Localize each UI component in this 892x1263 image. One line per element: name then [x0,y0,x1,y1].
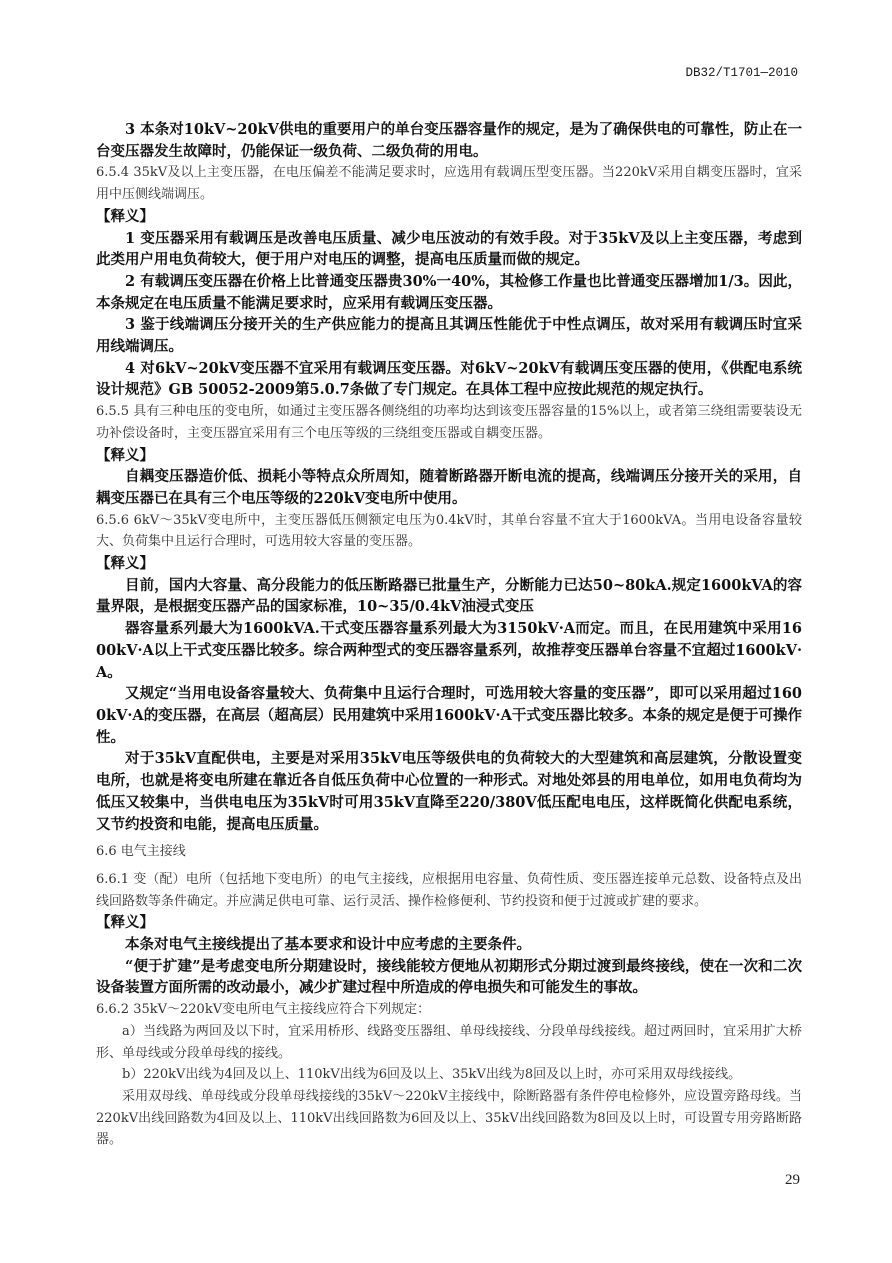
paragraph: 6.5.6 6kV～35kV变电所中，主变压器低压侧额定电压为0.4kV时，其单台容量不宜大于1600kVA。当用电设备容量较大、负荷集中且运行合理时，可选用较大容量的变压器。 [96,512,802,550]
paragraph: 本条对电气主接线提出了基本要求和设计中应考虑的主要条件。 [125,936,531,954]
paragraph: “便于扩建”是考虑变电所分期建设时，接线能较方便地从初期形式分期过渡到最终接线，使在一次和二次设备装置方面所需的改动最小，减少扩建过程中所造成的停电损失和可能发生的事故。 [96,957,802,997]
page-number: 29 [785,1172,800,1188]
paragraph: 6.5.4 35kV及以上主变压器，在电压偏差不能满足要求时，应选用有载调压型变压器。当220kV采用自耦变压器时，宜采用中压侧线端调压。 [96,165,802,203]
paragraph: 3 鉴于线端调压分接开关的生产供应能力的提高且其调压性能优于中性点调压，故对采用有载调压时宜采用线端调压。 [96,316,802,356]
paragraph: 又规定“当用电设备容量较大、负荷集中且运行合理时，可选用较大容量的变压器”，即可以采用超过1600kV·A的变压器，在高层（超高层）民用建筑中采用1600kV·A干式变压器比较多。本条的规定是便于可操作性。 [96,685,802,746]
annotation-heading: 【释义】 [96,446,154,464]
paragraph: 4 对6kV~20kV变压器不宜采用有载调压变压器。对6kV~20kV有载调压变压器的使用，《供配电系统设计规范》GB 50052-2009第5.0.7条做了专门规定。在具体工程中应按此规范的规定执行。 [96,359,802,399]
paragraph: 3 本条对10kV~20kV供电的重要用户的单台变压器容量作的规定，是为了确保供电的可靠性，防止在一台变压器发生故障时，仍能保证一级负荷、二级负荷的用电。 [96,121,802,160]
annotation-heading: 【释义】 [96,914,154,932]
page-body [96,119,802,1151]
document-number: DB32/T1701—2010 [685,66,798,80]
paragraph: 6.6.2 35kV～220kV变电所电气主接线应符合下列规定： [96,1002,431,1018]
paragraph: 6.5.5 具有三种电压的变电所，如通过主变压器各侧绕组的功率均达到该变压器容量的15%以上，或者第三绕组需要装设无功补偿设备时，主变压器宜采用有三个电压等级的三绕组变压器或自耦变压器。 [96,404,802,441]
annotation-heading: 【释义】 [96,555,154,573]
paragraph: 2 有载调压变压器在价格上比普通变压器贵30%一40%，其检修工作量也比普通变压器增加1/3。因此，本条规定在电压质量不能满足要求时，应采用有载调压变压器。 [96,272,802,312]
paragraph: 器容量系列最大为1600kVA.干式变压器容量系列最大为3150kV·A而定。而且，在民用建筑中采用1600kV·A以上干式变压器比较多。综合两种型式的变压器容量系列，故推荐变压器单台容量不宜超过1600kV·A。 [96,620,802,681]
paragraph: a）当线路为两回及以下时，宜采用桥形、线路变压器组、单母线接线、分段单母线接线。超过两回时，宜采用扩大桥形、单母线或分段单母线的接线。 [96,1023,802,1061]
paragraph: 自耦变压器造价低、损耗小等特点众所周知，随着断路器开断电流的提高，线端调压分接开关的采用，自耦变压器已在具有三个电压等级的220kV变电所中使用。 [96,468,802,507]
paragraph: 6.6 电气主接线 [96,844,186,860]
paragraph: 对于35kV直配供电，主要是对采用35kV电压等级供电的负荷较大的大型建筑和高层建筑，分散设置变电所，也就是将变电所建在靠近各自低压负荷中心位置的一种形式。对地处郊县的用电单位，如用电负荷均为低压又较集中，当供电电压为35kV时可用35kV直降至220/380V低压配电电压，这样既简化供配电系统，又节约投资和电能，提高电压质量。 [96,750,802,833]
paragraph: 6.6.1 变（配）电所（包括地下变电所）的电气主接线，应根据用电容量、负荷性质、变压器连接单元总数、设备特点及出线回路数等条件确定。并应满足供电可靠、运行灵活、操作检修便利、节约投资和便于过渡或扩建的要求。 [96,871,802,909]
paragraph: 1 变压器采用有载调压是改善电压质量、减少电压波动的有效手段。对于35kV及以上主变压器，考虑到此类用户用电负荷较大，便于用户对电压的调整，提高电压质量而做的规定。 [96,229,802,269]
paragraph: 目前，国内大容量、高分段能力的低压断路器已批量生产，分断能力已达50~80kA.规定1600kVA的容量界限，是根据变压器产品的国家标准，10~35/0.4kV油浸式变压 [96,576,802,616]
paragraph: 采用双母线、单母线或分段单母线接线的35kV～220kV主接线中，除断路器有条件停电检修外，应设置旁路母线。当220kV出线回路数为4回及以上、110kV出线回路数为6回及以上、35kV出线回路数为8回及以上时，可设置专用旁路断路器。 [96,1088,802,1148]
annotation-heading: 【释义】 [96,207,154,225]
paragraph: b）220kV出线为4回及以上、110kV出线为6回及以上、35kV出线为8回及以上时，亦可采用双母线接线。 [122,1067,742,1083]
